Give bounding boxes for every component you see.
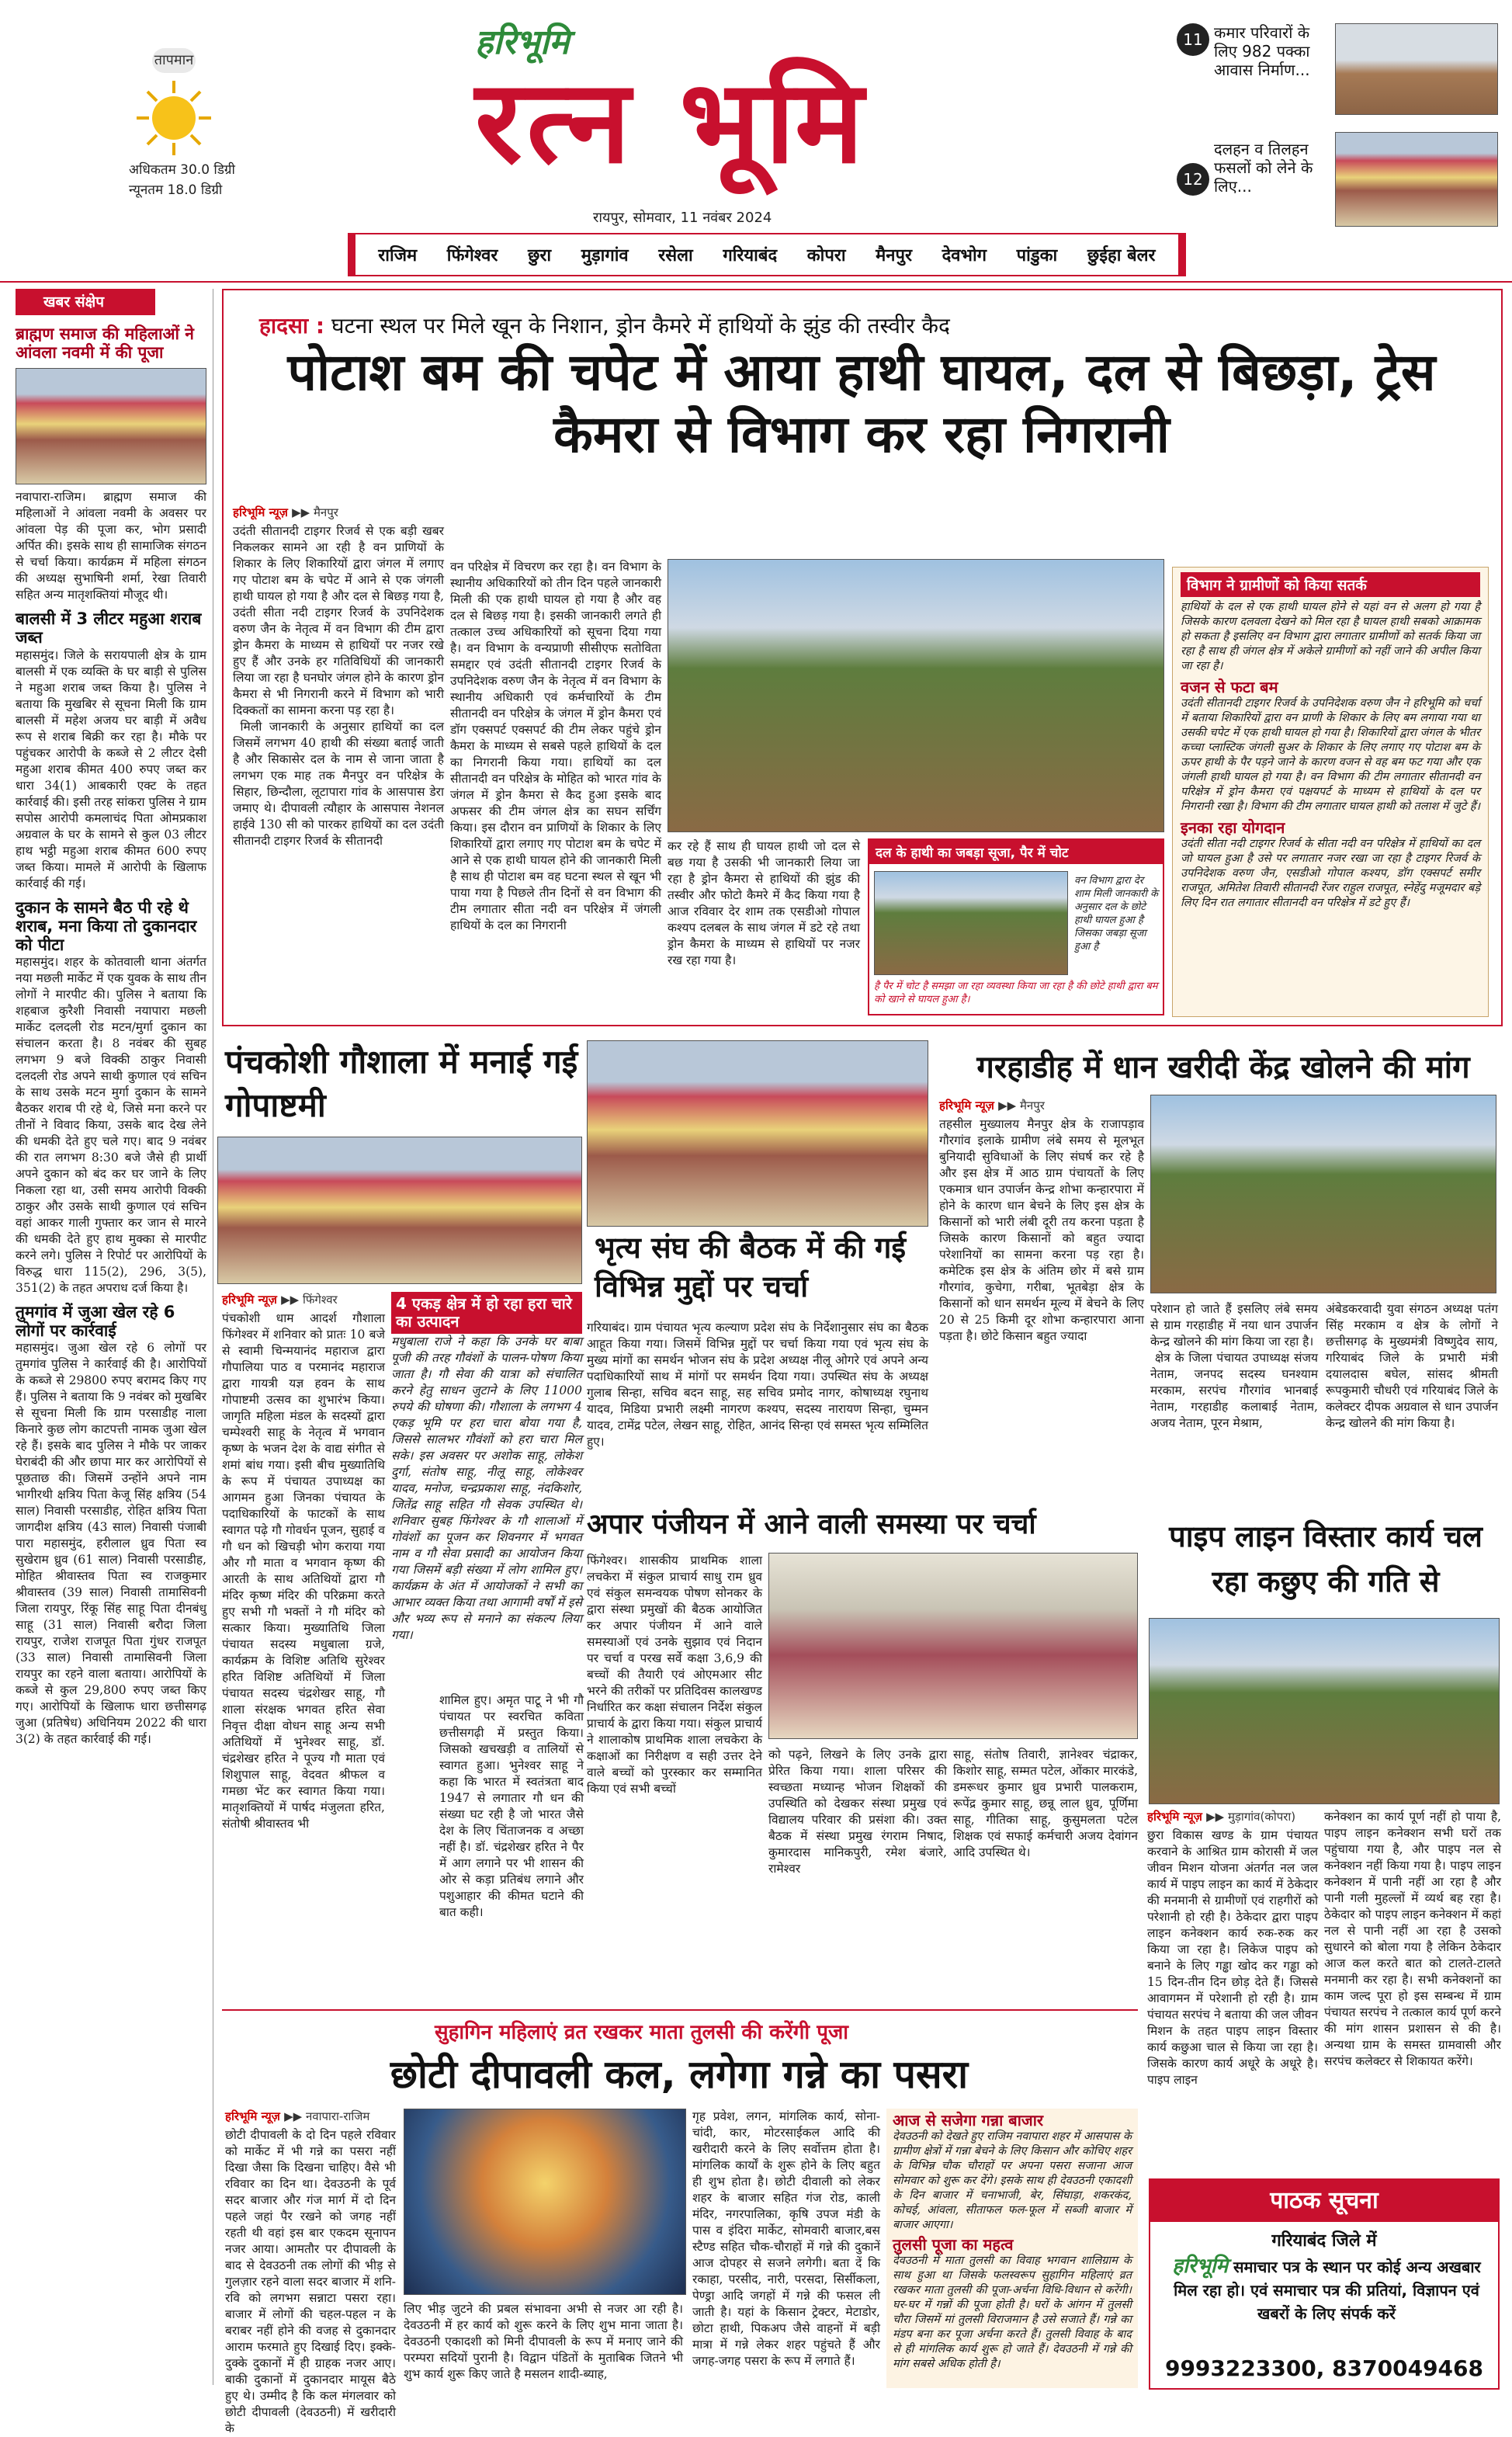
lead-byline-brand: हरिभूमि न्यूज़ bbox=[233, 505, 293, 519]
tab-kopra[interactable]: कोपरा bbox=[806, 246, 846, 266]
garhadih-col-3 bbox=[1326, 1301, 1502, 1495]
notice-district: गरियाबंद जिले में bbox=[1271, 2231, 1377, 2251]
box-sub1: वजन से फटा बम bbox=[1181, 678, 1278, 696]
news-brief-sidebar bbox=[16, 289, 210, 2385]
tulsi-side bbox=[886, 2109, 1138, 2388]
lead-sidebox bbox=[1172, 567, 1489, 1017]
lead-kicker-tag: हादसा : bbox=[259, 313, 325, 338]
box-sub2-body: उदंती सीता नदी टाइगर रिजर्व के सीता नदी वन परिक्षेत्र में हाथियों का दल जो घायल हुआ है उसे पर लगातार नजर रखा जा रहा है टाइगर रिजर्व के उपनिदेशक वरुण जैन, एसडीओ गोपाल कश्यप, डॉग एक्सपर्ट समीर राजपूत, अमितेश तिवारी सीतानदी रेंजर राहुल राजपूत, स्नेहेंदु मजूमदार बड़े लिए दिन रात लगातार सीतानदी वन परिक्षेत्र में डटे हुए हैं। bbox=[1181, 838, 1484, 909]
lead-byline-place: मैनपुर bbox=[313, 505, 338, 519]
pipe-photo bbox=[1149, 1618, 1500, 1804]
tab-rasela[interactable]: रसेला bbox=[658, 246, 693, 266]
max-temp: अधिकतम 30.0 डिग्री bbox=[129, 162, 235, 178]
brief-4-body: महासमुंद। जुआ खेल रहे 6 लोगों पर तुमगांव पुलिस ने कार्रवाई की है। आरोपियों के कब्जे से 29800 रुपए बरामद किए गए हैं। पुलिस ने बताया कि 9 नवंबर को मुखबिर से सूचना मिली कि ग्राम परसाडीह नाला किनारे कुछ लोग काटपत्ती नामक जुआ खेल रहे हैं। इसके बाद पुलिस ने मौके पर जाकर घेराबंदी की और छापा मार कर आरोपियों से पूछताछ की। जिसमें उन्होंने अपने नाम भागीरथी क्षत्रिय पिता केजू सिंह क्षत्रिय (54 साल) निवासी परसाडीह, रोहित क्षत्रिय पिता जागदीश क्षत्रिय (43 साल) निवासी पंजाबी पारा महासमुंद, हरीलाल ध्रुव पिता स्व सुखेराम ध्रुव (61 साल) निवासी परसाडीह, मोहित श्रीवास्तव पिता स्व राजकुमार श्रीवास्तव (39 साल) निवासी तामासिवनी जिला रायपुर, रिंकू सिंह साहू पिता दीनबंधु साहू (31 साल) निवासी बरौदा जिला रायपुर, राजेश राजपूत पिता गुंधर राजपूत (33 साल) निवासी तामासिवनी जिला रायपुर का रहने वाला बताया। आरोपियों के कब्जे से कुल 29,800 रुपए जब्त किए गए। आरोपियों के खिलाफ धारा छत्तीसगढ़ जुआ (प्रतिषेध) अधिनियम 2022 की धारा 3(2) के तहत कार्रवाई की गई। bbox=[16, 1341, 210, 1747]
tulsi-side-body-2: देवउठनी में माता तुलसी का विवाह भगवान शालिग्राम के साथ हुआ था जिसके फलस्वरूप सुहागिन महिलाएं व्रत रखकर माता तुलसी की पूजा-अर्चना विधि-विधान से करेंगी। घर-घर में गन्नों की पूजा होती है। घरों के आंगन में तुलसी चौरा जिसमें मां तुलसी विराजमान है उसे सजाते हैं। गन्ने का मंडप बना कर पूजा अर्चना करते हैं। तुलसी विवाह के बाद से ही मांगलिक कार्य शुरू हो जाते हैं। देवउठनी में गन्ने की मांग सबसे अधिक होती है। bbox=[893, 2255, 1136, 2370]
tulsi-kicker: सुहागिन महिलाएं व्रत रखकर माता तुलसी की करेंगी पूजा bbox=[435, 2021, 849, 2044]
tab-panduka[interactable]: पांडुका bbox=[1016, 246, 1058, 266]
brand-small: हरिभूमि bbox=[475, 23, 570, 62]
teaser-2-photo bbox=[1335, 132, 1498, 227]
garhadih-photo bbox=[1150, 1095, 1496, 1293]
lead-photo-officials bbox=[668, 559, 1164, 832]
inset-side-caption: वन विभाग द्वारा देर शाम मिली जानकारी के अनुसार दल के छोटे हाथी घायल हुआ है जिसका जबड़ा सूजा हुआ है bbox=[1074, 875, 1158, 953]
tab-mainpur[interactable]: मैनपुर bbox=[876, 246, 912, 266]
tulsi-byline-brand: हरिभूमि न्यूज़ bbox=[225, 2109, 285, 2123]
inset-title: दल के हाथी का जबड़ा सूजा, पैर में चोट bbox=[869, 840, 1163, 864]
tab-fingeshwar[interactable]: फिंगेश्वर bbox=[446, 246, 498, 266]
brief-2-body: महासमुंद। जिले के सरायपाली क्षेत्र के ग्राम बालसी में एक व्यक्ति के घर बाड़ी से पुलिस ने महुआ शराब जब्त किया है। पुलिस ने बताया कि मुखबिर से सूचना मिली कि ग्राम बालसी में महेश अजय घर बाड़ी में अवैध रूप से शराब बिक्री कर रहा है। मौके पर पहुंचकर आरोपी के कब्जे से 2 लीटर देसी महुआ शराब कीमत 400 रुपए जब्त कर धारा 34(1) आबकारी एक्ट के तहत कार्रवाई की। इसी तरह सांकरा पुलिस ने ग्राम सपोस आरोपी कमलाचंद पिता ओमप्रकाश अग्रवाल के घर के सामने से कुल 03 लीटर हाथ भट्ठी महुआ शराब कीमत 600 रुपए जब्त किया। मामले में आरोपी के खिलाफ कार्रवाई की गई। bbox=[16, 647, 210, 890]
brief-3-body: महासमुंद। शहर के कोतवाली थाना अंतर्गत नया मछली मार्केट में एक युवक के साथ तीन लोगों ने मारपीट की। पुलिस ने बताया कि शहबाज कुरैशी निवासी नयापारा मछली मार्केट दलदली रोड मटन/मुर्गा दुकान का संचालन करता है। 8 नवंबर की सुबह लगभग 9 बजे विक्की ठाकुर निवासी दलदली रोड अपने साथी कुणाल एवं सचिन के साथ उसके मटन मुर्गा दुकान के सामने बैठकर शराब पी रहे थे, जिसे मना करने पर तीनों ने विवाद किया, उसके बाद देख लेने की धमकी देते हुए चले गए। बाद 9 नवंबर की रात लगभग 8:30 बजे जैसे ही प्रार्थी अपने दुकान को बंद कर घर जाने के लिए निकला रहा था, उसी समय आरोपी विक्की ठाकुर और उसके साथी कुणाल एवं सचिन वहां आकर गाली गुफ्तार कर जान से मारने की धमकी देते हुए हाथ मुक्का से मारपीट करने लगे। पुलिस ने रिपोर्ट पर आरोपियों के विरुद्ध धारा 115(2), 296, 3(5), 351(2) के तहत अपराध दर्ज किया है। bbox=[16, 954, 210, 1295]
gaushala-byline-place: फिंगेश्वर bbox=[302, 1293, 338, 1307]
min-temp: न्यूनतम 18.0 डिग्री bbox=[129, 182, 223, 198]
tulsi-byline: हरिभूमि न्यूज़ ▶▶ नवापारा-राजिम bbox=[225, 2109, 370, 2123]
apar-col-3 bbox=[953, 1747, 1142, 1995]
gaushala-byline: हरिभूमि न्यूज़ ▶▶ फिंगेश्वर bbox=[222, 1293, 338, 1307]
brief-2-headline[interactable]: बालसी में 3 लीटर महुआ शराब जब्त bbox=[16, 609, 202, 647]
notice-title: पाठक सूचना bbox=[1150, 2180, 1498, 2222]
lead-kicker-text: घटना स्थल पर मिले खून के निशान, ड्रोन कैमरे में हाथियों के झुंड की तस्वीर कैद bbox=[331, 313, 950, 338]
garhadih-byline: हरिभूमि न्यूज़ ▶▶ मैनपुर bbox=[939, 1099, 1045, 1113]
tab-gariaband[interactable]: गरियाबंद bbox=[723, 246, 778, 266]
tab-devbhog[interactable]: देवभोग bbox=[942, 246, 987, 266]
gaushala-side-head: 4 एकड़ क्षेत्र में हो रहा हरा चारे का उत्पादन bbox=[391, 1292, 582, 1334]
lead-kicker bbox=[259, 311, 950, 340]
tulsi-col-2-text: लिए भीड़ जुटने की प्रबल संभावना अभी से नजर आ रही है। देवउठनी में हर कार्य को शुरू करने के लिए शुभ माना जाता है। देवउठनी एकादशी को मिनी दीपावली के रूप में मनाए जाने की परम्परा सदियों पुरानी है। विद्वान पंडितों के मुताबिक जितने भी शुभ कार्य शुरू किए जाते है मसलन शादी-ब्याह, bbox=[404, 2302, 687, 2381]
garhadih-col-2 bbox=[1150, 1301, 1318, 1495]
tulsi-col-1-text: छोटी दीपावली के दो दिन पहले रविवार को मार्केट में भी गन्ने का पसरा नहीं दिखा जैसा कि दिखना चाहिए। वैसे भी रविवार का दिन था। देवउठनी के पूर्व सदर बाजार और गंज मार्ग में दो दिन पहले जहां पैर रखने को जगह नहीं रहती थी वहां इस बार एकदम सूनापन नजर आया। आमतौर पर दीपावली के बाद से देवउठनी तक लोगों की भीड़ से गुलज़ार रहने वाला सदर बाजार में शनि-रवि को लगभग सन्नाटा पसरा रहा। बाजार में लोगों की चहल-पहल न के बराबर नहीं होने की वजह से दुकानदार आराम फरमाते हुए दिखाई दिए। इक्के-दुक्के दुकानों में ही ग्राहक नजर आए। बाकी दुकानों में दुकानदार मायूस बैठे हुए थे। उम्मीद है कि कल मंगलवार को छोटी दीपावली (देवउठनी) में खरीदारी के bbox=[225, 2128, 400, 2435]
masthead-rule bbox=[0, 281, 1512, 283]
notice-brand: हरिभूमि bbox=[1172, 2255, 1228, 2278]
brief-1-photo bbox=[16, 368, 206, 484]
bhritya-col-1 bbox=[439, 1692, 588, 2003]
tab-mudagaon[interactable]: मुड़ागांव bbox=[581, 246, 629, 266]
pipe-byline-place: मुड़ागांव(कोपरा) bbox=[1227, 1810, 1296, 1824]
gaushala-photo bbox=[217, 1137, 582, 1284]
box-head: विभाग ने ग्रामीणों को किया सतर्क bbox=[1181, 572, 1480, 597]
tab-chhura[interactable]: छुरा bbox=[528, 246, 552, 266]
teaser-2[interactable]: दलहन व तिलहन फसलों को लेने के लिए... bbox=[1214, 140, 1313, 196]
pipe-col-1-text: छुरा विकास खण्ड के ग्राम पंचायत करवाने के आश्रित ग्राम कोरासी में जल जीवन मिशन योजना अंतर्गत नल जल कार्य में पाइप लाइन का कार्य में ठेकेदार की मनमानी से ग्रामीणों एवं राहगीरों को परेशानी हो रही है। ठेकेदार द्वारा पाइप लाइन कनेक्शन कार्य रुक-रुक कर किया जा रहा है। लिकेज पाइप को बनाने के लिए गड्ढा खोद कर गड्ढा को 15 दिन-तीन दिन छोड़ देते हैं। जिससे आवागमन में परेशानी हो रही है। ग्राम पंचायत सरपंच ने बताया की जल जीवन मिशन के तहत पाइप लाइन विस्तार कार्य कछुआ चाल से किया जा रहा है। जिसके कारण कार्य अधूरे के अधूरे है। पाइप लाइन bbox=[1147, 1828, 1322, 2087]
notice-text bbox=[1161, 2255, 1492, 2325]
reader-notice bbox=[1149, 2178, 1500, 2390]
apar-col-1-text: फिंगेश्वर। शासकीय प्राथमिक शाला लचकेरा में संकुल प्राचार्य साधु राम ध्रुव एवं संकुल समन्वयक पोषण सोनकर के द्वारा संस्था प्रमुखों की बैठक आयोजित कर अपार पंजीयन में आने वाले समस्याओं एवं उनके सुझाव एवं निदान पर चर्चा व परख सर्वे कक्षा 3,6,9 की बच्चों की तैयारी एवं ओएमआर सीट भरने की तरीकों पर प्रतिदिवस कालखण्ड निर्धारित कर कक्षा संचालन निर्देश संकुल प्राचार्य के द्वारा किया गया। संकुल प्राचार्य ने शालाकोष प्राथमिक शाला लचकेरा के कक्षाओं का निरीक्षण व सही उत्तर देने वाले बच्चों को पुरस्कार कर सम्मानित किया एवं सभी बच्चों bbox=[587, 1554, 766, 1796]
garhadih-headline[interactable]: गरहाडीह में धान खरीदी केंद्र खोलने की मांग bbox=[976, 1050, 1470, 1085]
pipe-byline-brand: हरिभूमि न्यूज़ bbox=[1147, 1810, 1207, 1824]
bhritya-col-2-text: गरियाबंद। ग्राम पंचायत भृत्य कल्याण प्रदेश संघ के निर्देशानुसार संघ का बैठक आहूत किया गया। जिसमें विभिन्न मुद्दों पर चर्चा किया गया एवं भृत्य संघ के मुख्य मांगों का समर्थन भोजन संघ के प्रदेश अध्यक्ष नीलू ओगरे एवं अपने अन्य पदाधिकारियों साथ में मांगों पर समर्थन दिया गया। उपस्थित संघ के अध्यक्ष गुलाब सिन्हा, सचिव बदन साहू, सह सचिव प्रमोद नागर, कोषाध्यक्ष रघुनाथ यादव, मिडिया प्रभारी लक्ष्मी नागरण कश्यप, सदस्य नारायण सिन्हा, चुम्मन यादव, टामेंद्र पटेल, लेखन साहू, रोहित, आनंद सिन्हा एवं समस्त भृत्य सम्मिलित हुए। bbox=[587, 1321, 932, 1449]
sun-icon bbox=[134, 78, 214, 158]
garhadih-col-2-text: परेशान हो जाते हैं इसलिए लंबे समय से ग्राम गरहाडीह में नया धान उपार्जन केन्द्र खोलने की मांग किया जा रहा है। क्षेत्र के जिला पंचायत उपाध्यक्ष संजय नेताम, जनपद सदस्य घनश्याम मरकाम, सरपंच गौरगांव भानबाई नेताम, गरहाडीह कलाबाई नेताम, अजय नेताम, पूरन मेश्राम, bbox=[1150, 1302, 1318, 1430]
elephant-photo bbox=[874, 871, 1068, 975]
bhritya-headline[interactable]: भृत्य संघ की बैठक में की गई विभिन्न मुद्दों पर चर्चा bbox=[595, 1231, 907, 1304]
apar-col-2 bbox=[768, 1747, 951, 1995]
gaushala-byline-brand: हरिभूमि न्यूज़ bbox=[222, 1293, 282, 1307]
lead-col-1 bbox=[233, 505, 444, 1009]
lead-headline[interactable]: पोटाश बम की चपेट में आया हाथी घायल, दल से बिछड़ा, ट्रेस कैमरा से विभाग कर रहा निगरानी bbox=[287, 342, 1436, 464]
brief-3-headline[interactable]: दुकान के सामने बैठ पी रहे थे शराब, मना किया तो दुकानदार को पीटा bbox=[16, 897, 197, 954]
garhadih-byline-brand: हरिभूमि न्यूज़ bbox=[939, 1099, 999, 1113]
tab-rajim[interactable]: राजिम bbox=[378, 246, 418, 266]
garhadih-col-1-text: तहसील मुख्यालय मैनपुर क्षेत्र के राजापड़ाव गौरगांव इलाके ग्रामीण लंबे समय से मूलभूत बुनियादी सुविधाओं के लिए संघर्ष कर रहे है और इस क्षेत्र में आठ ग्राम पंचायतों के लिए एकमात्र धान उपार्जन केन्द्र शोभा कन्हारपारा में होने के कारण धान बेचने के लिए इस क्षेत्र के किसानों को भारी लंबी दूरी तय करना पड़ता है जिसके कारण किसानों को बहुत ज्यादा परेशानियों का सामना करना पड़ रहा है। कमेटिक इस क्षेत्र के अंतिम छोर में बसे ग्राम गौरगांव, कुचेगा, गरीबा, भूतबेड़ा क्षेत्र के किसानों को धान समर्थन मूल्य में बेचने के लिए 20 से 25 किमी दूर शोभा कन्हारपारा आना पड़ता है। छोटे किसान बहुत ज्यादा bbox=[939, 1117, 1148, 1343]
apar-col-3-text: साहू, संतोष तिवारी, ज्ञानेश्वर चंद्राकर, किशोर साहू, सम्मत पटेल, ओंकार मारकंडे, डमरूधर कुमार ध्रुव प्रभारी पालकराम, रूपेंद्र कुमार साहू, छन्नू लाल ध्रुव, पूर्णिमा साहू, गीतिका साहू, कुसुमलता पटेल शिक्षक एवं सफाई कर्मचारी अजय देवांगन आदि उपस्थित थे। bbox=[953, 1748, 1142, 1859]
pipe-byline: हरिभूमि न्यूज़ ▶▶ मुड़ागांव(कोपरा) bbox=[1147, 1810, 1296, 1824]
weather-label: तापमान bbox=[152, 48, 196, 73]
garhadih-col-3-text: अंबेडकरवादी युवा संगठन अध्यक्ष पतंग सिंह मरकाम व क्षेत्र के लोगों ने छत्तीसगढ़ के मुख्यमंत्री विष्णुदेव साय, गरियाबंद जिले के प्रभारी मंत्री दयालदास बघेल, सांसद श्रीमती रूपकुमारी चौधरी एवं गरियाबंद जिले के कलेक्टर दीपक अग्रवाल से धान उपार्जन केन्द्र खोलने की मांग किया है। bbox=[1326, 1302, 1502, 1430]
pipe-col-2 bbox=[1324, 1809, 1505, 2174]
notice-body: समाचार पत्र के स्थान पर कोई अन्य अखबार मिल रहा हो। एवं समाचार पत्र की प्रतियां, विज्ञापन एवं खबरों के लिए संपर्क करें bbox=[1174, 2258, 1481, 2323]
box-sub1-body: उदंती सीतानदी टाइगर रिजर्व के उपनिदेशक वरुण जैन ने हरिभूमि को चर्चा में बताया शिकारियों द्वारा वन प्राणी के शिकार के लिए बम लगाया गया था उसकी चपेट में एक हाथी घायल हो गया है। शिकारियों द्वारा जंगल के भीतर कच्चा प्लास्टिक जंगली सुअर के शिकार के लिए लगाए गए पोटाश बम के ऊपर हाथी के पैर पड़ने जाने के कारण वजन से वह बम फट गया और एक जंगली हाथी घायल हो गया है। वन विभाग की टीम लगातार सीतानदी वन परिक्षेत्र में ड्रोन कैमरा एवं पक्षयपर्ट के माध्यम से हाथियों के दल पर निगरानी रखा है। विभाग की टीम लगातार घायल हाथी को तलाश में जुटे हैं। bbox=[1181, 697, 1484, 813]
teaser-page-2: 12 bbox=[1177, 163, 1209, 196]
brief-4-headline[interactable]: तुमगांव में जुआ खेल रहे 6 लोगों पर कार्रवाई bbox=[16, 1302, 175, 1341]
tulsi-deity-photo bbox=[404, 2109, 686, 2295]
gaushala-body: पंचकोशी धाम आदर्श गौशाला फिंगेश्वर में शनिवार को प्रातः 10 बजे से स्वामी चिन्मयानंद महाराज द्वारा गौपालिया पाठ व परमानंद महाराज द्वारा गायत्री यज्ञ हवन के साथ गोपाष्टमी उत्सव का शुभारंभ किया। जागृति महिला मंडल के सदस्यों द्वारा चम्पेश्वरी साहू के नेतृत्व में भगवान कृष्ण के भजन देश के वाद्य संगीत से शमां बांध गया। इसी बीच मुख्यातिथि के रूप में पंचायत उपाध्यक्ष का आगमन हुआ जिनका पंचायत के पदाधिकारियों के फाटकों के साथ स्वागत पढ़े गौ गोवर्धन पूजन, सुहाई व गौ धन को खिचड़ी भोग कराया गया और गौ माता व भगवान कृष्ण की आरती के साथ अतिथियों द्वारा गौ मंदिर कृष्ण मंदिर की परिक्रमा करते हुए सभी गौ भक्तों ने गौ मंदिर को सत्कार किया। मुख्यातिथि जिला पंचायत सदस्य मधुबाला ग्रजे, कार्यक्रम के विशिष्ट अतिथि सुरेश्वर हरित विशिष्ट अतिथियों में जिला पंचायत सदस्य चंद्रशेखर साहू, गौ शाला संरक्षक भगवत हरित सेवा निवृत्त दीक्षा वोधन साहू अन्य सभी अतिथियों में भुनेश्वर साहू, डॉ. चंद्रशेखर हरित ने पूज्य गौ माता एवं शिशुपाल साहू, वेदवत श्रीफल व गमछा भेंट कर स्वागत किया गया। मातृशक्तियों में पार्षद मंजुलता हरित, संतोषी श्रीवास्तव भी bbox=[222, 1311, 389, 1831]
dateline: रायपुर, सोमवार, 11 नवंबर 2024 bbox=[593, 210, 772, 226]
inset-caption: है पैर में चोट है समझा जा रहा व्यवस्था किया जा रहा है की छोटे हाथी द्वारा बम को खाने से घायल हुआ है। bbox=[874, 981, 1158, 1005]
tulsi-headline[interactable]: छोटी दीपावली कल, लगेगा गन्ने का पसरा bbox=[390, 2052, 969, 2097]
gaushala-side-body: मधुबाला राजे ने कहा कि उनके घर बाबा पूजी की तरह गौवंशों के पालन-पोषण किया जाता है। गौ सेवा की यात्रा को संचालित करने हेतु साधन जुटाने के लिए 11000 रुपये की घोषणा की। गौशाला के लगभग 4 एकड़ भूमि पर हरा चारा बोया गया है, जिससे सालभर गौवंशों को हरा चारा मिल सके। इस अवसर पर अशोक साहू, लोकेश दुर्गा, संतोष साहू, नीलू साहू, लोकेश्वर यादव, मनोज, चन्द्रप्रकाश साहू, नंदकिशोर, जितेंद्र साहू सहित गौ सेवक उपस्थित थे। शनिवार सुबह फिंगेश्वर के गौ शालाओं में गोवंशों का पूजन कर शिवनगर में भगवत नाम व गौ सेवा प्रसादी का आयोजन किया गया जिसमें बड़ी संख्या में लोग शामिल हुए। कार्यक्रम के अंत में आयोजकों ने सभी का आभार व्यक्त किया तथा आगामी वर्षों में इसे और भव्य रूप से मनाने का संकल्प लिया गया। bbox=[391, 1335, 586, 1642]
teaser-1-photo bbox=[1335, 23, 1498, 115]
gaushala-col-1 bbox=[222, 1292, 389, 2006]
tulsi-side-head-2: तुलसी पूजा का महत्व bbox=[893, 2235, 1014, 2254]
apar-headline[interactable]: अपार पंजीयन में आने वाली समस्या पर चर्चा bbox=[587, 1508, 1036, 1540]
lead-byline: हरिभूमि न्यूज़ ▶▶ मैनपुर bbox=[233, 505, 338, 519]
teaser-1[interactable]: कमार परिवारों के लिए 982 पक्का आवास निर्माण... bbox=[1214, 23, 1310, 79]
notice-phone[interactable]: 9993223300, 8370049468 bbox=[1164, 2355, 1484, 2381]
tulsi-col-1 bbox=[225, 2109, 400, 2435]
tab-chhuiha-belar[interactable]: छुईहा बेलर bbox=[1087, 246, 1156, 266]
garhadih-byline-place: मैनपुर bbox=[1019, 1099, 1045, 1113]
tulsi-col-3 bbox=[692, 2109, 884, 2388]
sidebar-header: खबर संक्षेप bbox=[16, 289, 155, 315]
apar-photo bbox=[768, 1553, 1138, 1739]
garhadih-col-1 bbox=[939, 1098, 1148, 1501]
box-sub2: इनका रहा योगदान bbox=[1181, 818, 1285, 837]
masthead bbox=[0, 0, 1512, 281]
bhritya-col-1-text: शामिल हुए। अमृत पाटू ने भी गौ पंचायत पर स्वरचित कविता छत्तीसगढ़ी में प्रस्तुत किया। जिसको खचखड़ी व तालियों से स्वागत हुआ। भुनेश्वर साहू ने कहा कि भारत में स्वतंत्रता बाद 1947 से लगातार गौ धन की संख्या घट रही है जो भारत जैसे देश के लिए चिंताजनक व अच्छा नहीं है। डॉ. चंद्रशेखर हरित ने पैर में आग लगाने पर भी शासन की ओर से कड़ा प्रतिबंध लगाने और पशुआहार की कीमत घटाने की बात कही। bbox=[439, 1693, 588, 1919]
teaser-page-1: 11 bbox=[1177, 23, 1209, 56]
gaushala-headline[interactable]: पंचकोशी गौशाला में मनाई गई गोपाष्टमी bbox=[225, 1043, 578, 1124]
apar-col-2-text: को पढ़ने, लिखने के लिए उनके द्वारा प्रेरित किया गया। शाला परिसर की स्वच्छता मध्यान्ह भोजन शिक्षकों की उपस्थिति को देखकर संस्था प्रमुख एवं विद्यालय परिवार की प्रसंशा की। उक्त बैठक में संस्था प्रमुख रंगराम निषाद, कुमारदास मानिकपुरी, रमेश बंजारे, रामेश्वर bbox=[768, 1748, 951, 1876]
tulsi-rule bbox=[222, 2009, 1138, 2011]
pipe-col-2-text: कनेक्शन का कार्य पूर्ण नहीं हो पाया है, पाइप लाइन कनेक्शन सभी घरों तक पहुंचाया गया है, और पाइप नल से कनेक्शन नहीं किया गया है। पाइप लाइन कनेक्शन में पानी नहीं आ रहा है और पानी गली मुहल्लों में व्यर्थ बह रहा है। ठेकेदार को पाइप लाइन कनेक्शन में कहां नल से पानी नहीं आ रहा है उसको सुधारने को बोला गया है लेकिन ठेकेदार आज कल करते बात को टालते-टालते मनमानी कर रहा है। सभी कनेक्शनों का काम जल्द पूरा हो इस सम्बन्ध में ग्राम पंचायत सरपंच ने तत्काल कार्य पूर्ण करने की मांग शासन प्रशासन से की है। अन्यथा ग्राम के समस्त ग्रामवासी और सरपंच कलेक्टर से शिकायत करेंगे। bbox=[1324, 1810, 1505, 2068]
tulsi-side-head-1: आज से सजेगा गन्ना बाजार bbox=[893, 2111, 1044, 2130]
lead-col-1-text: उदंती सीतानदी टाइगर रिजर्व से एक बड़ी खबर निकलकर सामने आ रही है वन प्राणियों के शिकार के लिए शिकारियों द्वारा जंगल में लगाए गए पोटाश बम के चपेट में आने से एक जंगली हाथी घायल हो गया है और दल से बिछड़ गया है, उदंती सीता नदी टाइगर रिजर्व के उपनिदेशक वरुण जैन के नेतृत्व में वन विभाग की टीम द्वारा ड्रोन कैमरा के माध्यम से हाथियों पर नजर रखे हुए हैं और उनके हर गतिविधियों की जानकारी लिया जा रहा है घनघोर जंगल होने के कारण ड्रोन कैमरा से भी निगरानी करने में विभाग को भारी दिक्कतों का सामना करना पड़ रहा है। मिली जानकारी के अनुसार हाथियों का दल जिसमें लगभग 40 हाथी की संख्या बताई जाती है और सिकासेर दल के नाम से जाना जाता है लगभग एक माह तक मैनपुर वन परिक्षेत्र के सिहार, छिन्दौला, लूटापारा गांव के आसपास डेरा जमाए थे। दीपावली त्यौहार के आसपास नेशनल हाईवे 130 सी को पारकर हाथियों का दल उदंती सीतानदी टाइगर रिजर्व के सीतानदी bbox=[233, 524, 444, 848]
area-tabs bbox=[348, 233, 1186, 276]
masthead-title: रत्न भूमि bbox=[475, 55, 869, 189]
lead-col-2 bbox=[450, 559, 665, 1009]
apar-col-1 bbox=[587, 1553, 766, 1995]
tulsi-side-body-1: देवउठनी को देखते हुए राजिम नवापारा शहर में आसपास के ग्रामीण क्षेत्रों में गन्ना बेचने के लिए किसान और कोचिए शहर के विभिन्न चौक चौराहों पर अपना पसरा सजाना आज सोमवार को शुरू कर देंगे। इसके साथ ही देवउठनी एकादशी के दिन बाजार में चनाभाजी, बेर, सिंघाड़ा, शकरकंद, कोचई, आंवला, सीताफल फल-फूल में सब्जी बाजार में बाजार आएगा। bbox=[893, 2130, 1136, 2231]
lead-col-3 bbox=[668, 838, 864, 1009]
bhritya-photo bbox=[587, 1040, 928, 1227]
lead-col-3-text: कर रहे हैं साथ ही घायल हाथी जो दल से बछ गया है उसकी भी जानकारी लिया जा रहा है ड्रोन कैमरा से हाथियों की झुंड की तस्वीर और फोटो कैमरे में कैद किया गया है आज रविवार देर शाम तक एसडीओ गोपाल कश्यप दलबल के साथ जंगल में डटे रहे तथा ड्रोन कैमरा के माध्यम से हाथियों पर नजर रख रहा गया है। bbox=[668, 839, 864, 967]
brief-1-headline[interactable]: ब्राह्मण समाज की महिलाओं ने आंवला नवमी में की पूजा bbox=[16, 325, 194, 363]
elephant-inset bbox=[868, 838, 1164, 1015]
lead-col-2-text: वन परिक्षेत्र में विचरण कर रहा है। वन विभाग के स्थानीय अधिकारियों को तीन दिन पहले जानकारी मिली की एक हाथी घायल हो गया है और वह दल से बिछड़ गया है। इसकी जानकारी लगते ही तत्काल उच्च अधिकारियों को सूचना दिया गया है। वन विभाग के वन्यप्राणी सीसीएफ सतोविता समद्दार एवं उदंती सीतानदी टाइगर रिजर्व के उपनिदेशक वरुण जैन के नेतृत्व में वन विभाग के स्थानीय अधिकारी एवं कर्मचारियों के टीम सीतानदी वन परिक्षेत्र के जंगल में ड्रोन कैमरा एवं डॉग एक्सपर्ट एक्सपर्ट की टीम लेकर पहुंचे ड्रोन कैमरा के माध्यम से सबसे पहले हाथियों के दल का निगरानी किया गया। हाथियों का दल सीतानदी वन परिक्षेत्र के मोहित को भारत गांव के जंगल में ड्रोन कैमरा से कैद हुआ इसके बाद अफसर की टीम जंगल क्षेत्र का सघन सर्चिंग किया। इस दौरान वन प्राणियों के शिकार के लिए शिकारियों द्वारा लगाए गए पोटाश बम के चपेट में आने से एक हाथी घायल होने की जानकारी मिली है साथ ही पोटाश बम वह घटना स्थल से खून भी पाया गया है पिछले तीन दिनों से वन विभाग की टीम लगातार सीता नदी वन परिक्षेत्र में जंगली हाथियों के दल का निगरानी bbox=[450, 560, 665, 932]
pipe-headline[interactable]: पाइप लाइन विस्तार कार्य चल रहा कछुए की गति से bbox=[1169, 1519, 1483, 1599]
tulsi-col-3-text: गृह प्रवेश, लगन, मांगलिक कार्य, सोना-चांदी, कार, मोटरसाईकल आदि की खरीदारी करने के लिए सर्वोत्तम होता है। मांगलिक कार्यों के शुरू होने के लिए बहुत ही शुभ होता है। छोटी दीवाली को लेकर शहर के बाजार सहित गंज रोड, काली मंदिर, नगरपालिका, कृषि उपज मंडी के पास व इंदिरा मार्केट, सोमवारी बाजार,बस स्टैण्ड सहित चौक-चौराहों में गन्ने की दुकानें आज दोपहर से सजने लगेगी। बता दें कि रकाहा, परसीद, नारी, परसदा, सिर्सीकला, पेण्ड्रा आदि जगहों में गन्ने की फसल ली जाती है। यहां के किसान ट्रेक्टर, मेटाडोर, छोटा हाथी, पिकअप जैसे वाहनों में बड़ी मात्रा में गन्ने लेकर शहर पहुंचते हैं और जगह-जगह पसरा के रूप में लगाते हैं। bbox=[692, 2109, 884, 2368]
tulsi-byline-place: नवापारा-राजिम bbox=[305, 2109, 370, 2123]
brief-1-body: नवापारा-राजिम। ब्राह्मण समाज की महिलाओं ने आंवला नवमी के अवसर पर आंवला पेड़ की पूजा कर, भोग प्रसादी अर्पित की। इसके साथ ही सामाजिक संगठन से चर्चा किया। कार्यक्रम में महिला संगठन की अध्यक्ष सुभाषिनी शर्मा, रेखा तिवारी सहित अन्य मातृशक्तियां मौजूद थी। bbox=[16, 490, 210, 602]
box-body: हाथियों के दल से एक हाथी घायल होने से यहां वन से अलग हो गया है जिसके कारण दलवला देखने को मिल रहा है घायल हाथी सबको आक्रामक हो सकता है इसलिए वन विभाग द्वारा लगातार ग्रामीणों को सतर्क किया जा रहा है साथ ही जंगल क्षेत्र में अकेले ग्रामीणों को नहीं जाने की अपील किया जा रहा है। bbox=[1181, 601, 1484, 672]
tulsi-col-2 bbox=[404, 2301, 687, 2387]
